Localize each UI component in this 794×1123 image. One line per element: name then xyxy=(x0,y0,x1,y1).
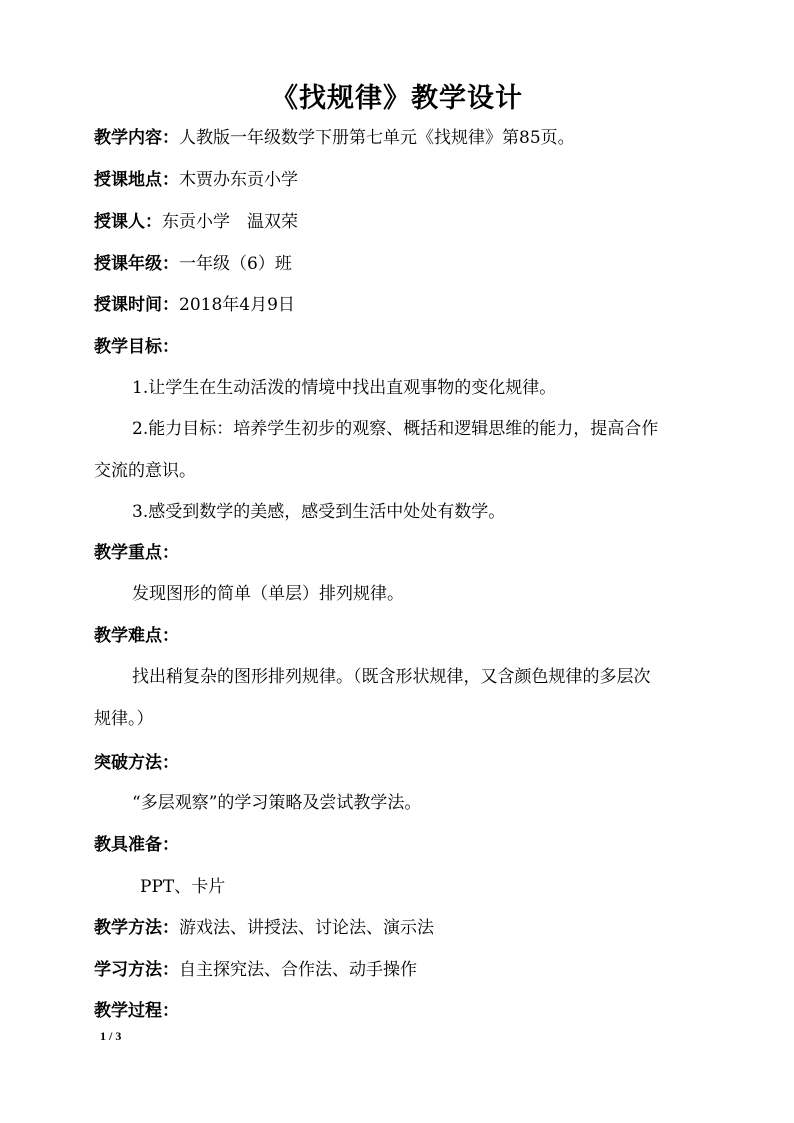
place-value: 木贾办东贡小学 xyxy=(179,170,298,190)
difficulty-heading: 教学难点： xyxy=(94,626,179,646)
grade-row xyxy=(94,252,292,276)
page-number: 1 / 3 xyxy=(100,1029,122,1043)
content-row xyxy=(94,126,575,150)
teacher-value: 东贡小学 温双荣 xyxy=(162,212,298,232)
grade-value: 一年级（6）班 xyxy=(179,254,292,274)
time-label: 授课时间： xyxy=(94,295,179,315)
process-heading: 教学过程： xyxy=(94,1001,179,1021)
goal-item-2-line-2: 交流的意识。 xyxy=(94,461,196,481)
key-point-text: 发现图形的简单（单层）排列规律。 xyxy=(132,584,404,604)
content-value: 人教版一年级数学下册第七单元《找规律》第85页。 xyxy=(179,128,575,148)
difficulty-line-2: 规律。） xyxy=(94,709,154,729)
time-row xyxy=(94,293,295,317)
difficulty-line-1: 找出稍复杂的图形排列规律。（既含形状规律，又含颜色规律的多层次 xyxy=(132,667,651,687)
content-label: 教学内容： xyxy=(94,128,179,148)
teach-method-row xyxy=(94,916,434,940)
goals-heading: 教学目标： xyxy=(94,337,179,357)
tools-heading: 教具准备： xyxy=(94,835,179,855)
key-point-heading: 教学重点： xyxy=(94,543,179,563)
teacher-label: 授课人： xyxy=(94,212,162,232)
breakthrough-text: “多层观察”的学习策略及尝试教学法。 xyxy=(132,793,422,813)
place-row xyxy=(94,168,298,192)
goal-item-1: 1.让学生在生动活泼的情境中找出直观事物的变化规律。 xyxy=(132,378,557,398)
learn-method-label: 学习方法： xyxy=(94,960,179,980)
learn-method-row xyxy=(94,958,417,982)
time-value: 2018年4月9日 xyxy=(179,295,295,315)
grade-label: 授课年级： xyxy=(94,254,179,274)
teach-method-label: 教学方法： xyxy=(94,918,179,938)
teach-method-value: 游戏法、讲授法、讨论法、演示法 xyxy=(179,918,434,938)
breakthrough-heading: 突破方法： xyxy=(94,753,179,773)
goal-item-2-line-1: 2.能力目标：培养学生初步的观察、概括和逻辑思维的能力，提高合作 xyxy=(132,419,659,439)
document-title: 《找规律》教学设计 xyxy=(271,83,523,114)
place-label: 授课地点： xyxy=(94,170,179,190)
teacher-row xyxy=(94,210,298,234)
goal-item-3: 3.感受到数学的美感，感受到生活中处处有数学。 xyxy=(132,502,506,522)
learn-method-value: 自主探究法、合作法、动手操作 xyxy=(179,960,417,980)
tools-text: PPT、卡片 xyxy=(140,877,226,897)
